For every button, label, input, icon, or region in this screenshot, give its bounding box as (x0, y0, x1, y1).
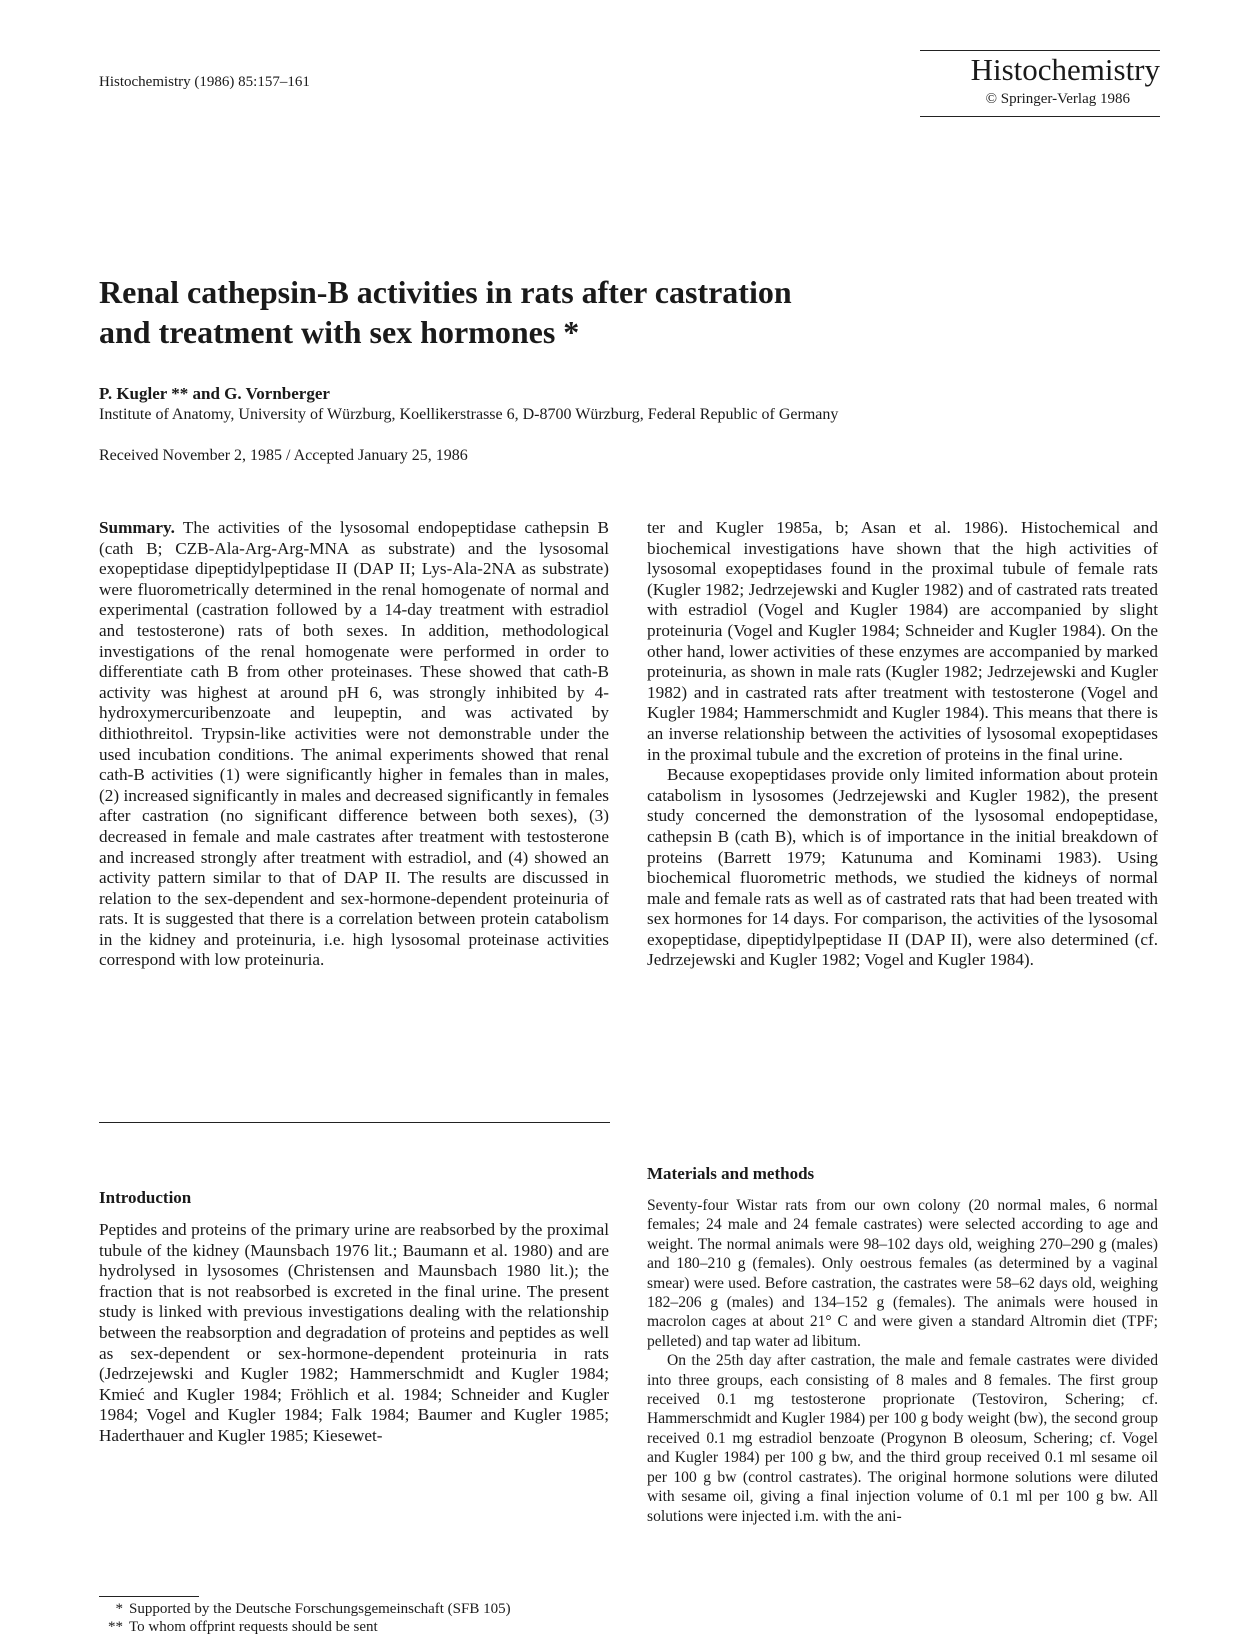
introduction-paragraph-1-end: ter and Kugler 1985a, b; Asan et al. 1986). Histochemical and biochemical investigations have shown that the high activities of lysosomal exopeptidases found in the proximal tubule of female rats (Kugler 1982; Jedrzejewski and Kugler 1982) and of castrated rats treated with estradiol (Vogel and Kugler 1984) are accompanied by slight proteinuria (Vogel and Kugler 1984; Schneider and Kugler 1984). On the other hand, lower activities of these enzymes are accompanied by marked proteinuria, as shown in male rats (Kugler 1982; Jedrzejewski and Kugler 1982) and in castrated rats after treatment with testosterone (Vogel and Kugler 1984; Hammerschmidt and Kugler 1984). This means that there is an inverse relationship between the activities of lysosomal exopeptidases in the proximal tubule and the excretion of proteins in the final urine. (647, 518, 1158, 764)
affiliation: Institute of Anatomy, University of Würzburg, Koellikerstrasse 6, D-8700 Würzburg, Federal Republic of Germany (99, 406, 839, 423)
received-dates: Received November 2, 1985 / Accepted January 25, 1986 (99, 447, 468, 464)
introduction-heading: Introduction (99, 1188, 192, 1207)
methods-section (647, 1196, 1158, 1526)
summary-label: Summary. (99, 518, 175, 537)
publisher-copyright: © Springer-Verlag 1986 (985, 91, 1130, 107)
masthead-rule-bottom (920, 116, 1160, 117)
summary-paragraph (99, 518, 609, 971)
footnote-divider (99, 1596, 199, 1597)
introduction-paragraph-2: Because exopeptidases provide only limited information about protein catabolism in lysosomes (Jedrzejewski and Kugler 1982), the present study concerned the demonstration of the lysosomal endopeptidase, cathepsin B (cath B), which is of importance in the initial breakdown of proteins (Barrett 1979; Katunuma and Kominami 1983). Using biochemical fluorometric methods, we studied the kidneys of normal male and female rats as well as of castrated rats that had been treated with sex hormones for 14 days. For comparison, the activities of the lysosomal exopeptidase, dipeptidylpeptidase II (DAP II), were also determined (cf. Jedrzejewski and Kugler 1982; Vogel and Kugler 1984). (647, 765, 1158, 970)
masthead-rule-top (920, 50, 1160, 51)
footnote-text: Supported by the Deutsche Forschungsgemeinschaft (SFB 105) (129, 1601, 511, 1617)
methods-paragraph-1: Seventy-four Wistar rats from our own colony (20 normal males, 6 normal females; 24 male and 24 female castrates) were selected according to age and weight. The normal animals were 98–102 days old, weighing 270–290 g (males) and 180–210 g (females). Only oestrous females (as determined by a vaginal smear) were used. Before castration, the castrates were 58–62 days old, weighing 182–206 g (males) and 134–152 g (females). The animals were housed in macrolon cages at about 21° C and were given a standard Altromin diet (TPF; pelleted) and tap water ad libitum. (647, 1197, 1158, 1350)
introduction-right-column (647, 518, 1158, 971)
introduction-left-column (99, 1220, 609, 1447)
footnotes (99, 1600, 619, 1636)
footnote (99, 1618, 619, 1636)
footnote-mark: * (115, 1601, 123, 1617)
article-title (99, 272, 1099, 352)
journal-masthead (920, 50, 1160, 117)
footnote (99, 1600, 619, 1618)
title-line-1: Renal cathepsin-B activities in rats after castration (99, 274, 792, 310)
methods-paragraph-2: On the 25th day after castration, the male and female castrates were divided into three groups, each consisting of 8 males and 8 females. The first group received 0.1 mg testosterone proprionate (Testoviron, Schering; cf. Hammerschmidt and Kugler 1984) per 100 g body weight (bw), the second group received 0.1 mg estradiol benzoate (Progynon B oleosum, Schering; cf. Vogel and Kugler 1984) per 100 g bw, and the third group received 0.1 ml sesame oil per 100 g bw (control castrates). The original hormone solutions were diluted with sesame oil, giving a final injection volume of 0.1 ml per 100 g bw. All solutions were injected i.m. with the ani- (647, 1352, 1158, 1525)
journal-name: Histochemistry (970, 52, 1160, 87)
authors: P. Kugler ** and G. Vornberger (99, 384, 330, 403)
footnote-text: To whom offprint requests should be sent (129, 1619, 378, 1635)
introduction-paragraph-1-start: Peptides and proteins of the primary urine are reabsorbed by the proximal tubule of the kidney (Maunsbach 1976 lit.; Baumann et al. 1980) and are hydrolysed in lysosomes (Christensen and Maunsbach 1980 lit.); the fraction that is not reabsorbed is excreted in the final urine. The present study is linked with previous investigations dealing with the relationship between the reabsorption and degradation of proteins and peptides as well as sex-dependent or sex-hormone-dependent proteinuria in rats (Jedrzejewski and Kugler 1982; Hammerschmidt and Kugler 1984; Kmieć and Kugler 1984; Fröhlich et al. 1984; Schneider and Kugler 1984; Vogel and Kugler 1984; Falk 1984; Baumer and Kugler 1985; Haderthauer and Kugler 1985; Kiesewet- (99, 1220, 609, 1445)
methods-heading: Materials and methods (647, 1164, 815, 1183)
summary-text: The activities of the lysosomal endopeptidase cathepsin B (cath B; CZB-Ala-Arg-Arg-MNA as substrate) and the lysosomal exopeptidase dipeptidylpeptidase II (DAP II; Lys-Ala-2NA as substrate) were fluorometrically determined in the renal homogenate of normal and experimental (castration followed by a 14-day treatment with estradiol and testosterone) rats of both sexes. In addition, methodological investigations of the renal homogenate were performed in order to differentiate cath B from other proteinases. These showed that cath-B activity was highest at around pH 6, was strongly inhibited by 4-hydroxymercuribenzoate and leupeptin, and was activated by dithiothreitol. Trypsin-like activities were not demonstrable under the used incubation conditions. The animal experiments showed that renal cath-B activities (1) were significantly higher in females than in males, (2) increased significantly in males and decreased significantly in females after castration (no significant difference between both sexes), (3) decreased in female and male castrates after treatment with testosterone and increased strongly after treatment with estradiol, and (4) showed an activity pattern similar to that of DAP II. The results are discussed in relation to the sex-dependent and sex-hormone-dependent proteinuria of rats. It is suggested that there is a correlation between protein catabolism in the kidney and proteinuria, i.e. high lysosomal proteinase activities correspond with low proteinuria. (99, 518, 609, 970)
footnote-mark: ** (108, 1619, 123, 1635)
title-line-2: and treatment with sex hormones * (99, 314, 580, 350)
running-head: Histochemistry (1986) 85:157–161 (99, 74, 310, 90)
summary-section (99, 518, 609, 971)
summary-divider (99, 1122, 610, 1123)
